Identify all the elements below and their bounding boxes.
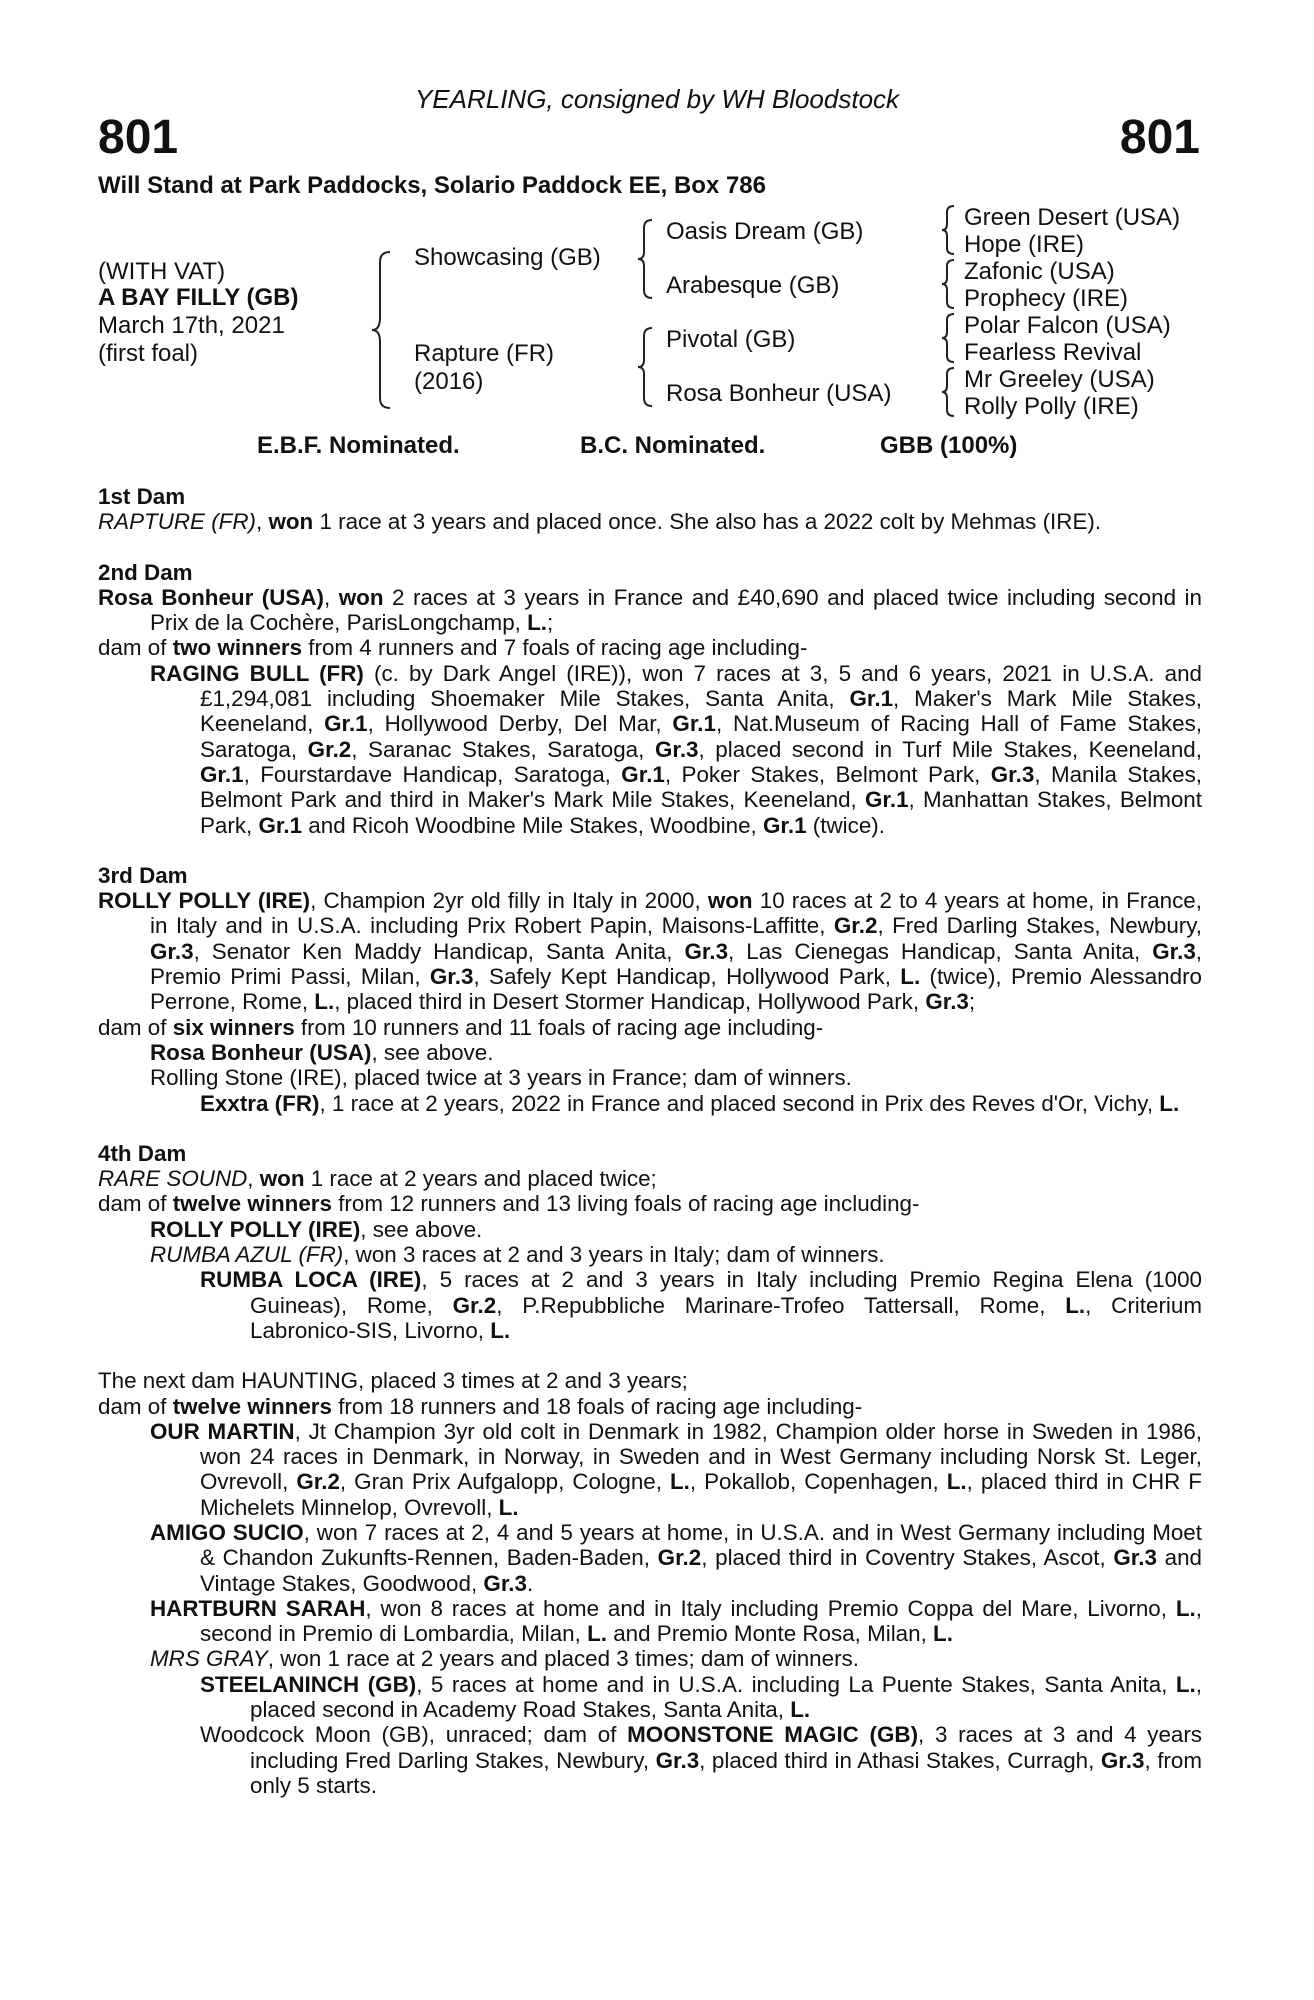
ebf-nomination: E.B.F. Nominated. [257, 432, 460, 459]
dam-sire: Pivotal (GB) [666, 326, 796, 353]
foal-note: (first foal) [98, 340, 199, 367]
ggen-6: Fearless Revival [964, 339, 1142, 366]
woodcock-moon-entry: Woodcock Moon (GB), unraced; dam of MOONSTONE MAGIC (GB), 3 races at 3 and 4 years including Fred Darling Stakes, Newbury, Gr.3, placed third in Athasi Stakes, Curragh, Gr.3, from only 5 starts. [200, 1722, 1203, 1798]
fourth-dam-produce: dam of twelve winners from 12 runners and 13 living foals of racing age including- [98, 1191, 920, 1217]
lot-number-right: 801 [1119, 111, 1200, 164]
subject-name: A BAY FILLY (GB) [98, 284, 299, 311]
second-dam-produce: dam of two winners from 4 runners and 7 foals of racing age including- [98, 635, 808, 661]
next-dam-intro: The next dam HAUNTING, placed 3 times at 2 and 3 years; [98, 1368, 688, 1394]
amigo-sucio-entry: AMIGO SUCIO, won 7 races at 2, 4 and 5 years at home, in U.S.A. and in West Germany including Moet & Chandon Zukunfts-Rennen, Baden-Baden, Gr.2, placed third in Coventry Stakes, Ascot, Gr.3 and Vintage Stakes, Goodwood, Gr.3. [150, 1519, 1202, 1596]
next-dam-section [98, 1368, 1202, 1798]
brace-3-icon [940, 312, 958, 364]
third-dam-heading: 3rd Dam [98, 862, 188, 888]
rolly-polly-entry: ROLLY POLLY (IRE), see above. [150, 1216, 483, 1242]
rosa-bonheur-entry: Rosa Bonheur (USA), see above. [150, 1039, 494, 1065]
next-dam-produce: dam of twelve winners from 18 runners and 18 foals of racing age including- [98, 1393, 863, 1419]
ggen-8: Rolly Polly (IRE) [964, 393, 1139, 420]
fourth-dam-text: RARE SOUND, won 1 race at 2 years and placed twice; [98, 1166, 657, 1192]
second-dam-section [98, 560, 1202, 838]
brace-2-icon [940, 258, 958, 310]
sire-name: Showcasing (GB) [414, 244, 601, 271]
mrs-gray-entry: MRS GRAY, won 1 race at 2 years and placed 3 times; dam of winners. [150, 1646, 859, 1672]
ggen-4: Prophecy (IRE) [964, 285, 1129, 312]
second-dam-heading: 2nd Dam [98, 559, 193, 585]
raging-bull-entry: RAGING BULL (FR) (c. by Dark Angel (IRE)), won 7 races at 3, 5 and 6 years, 2021 in U.S.A. and £1,294,081 including Shoemaker Mile Stakes, Santa Anita, Gr.1, Maker's Mark Mile Stakes, Keeneland, Gr.1, Hollywood Derby, Del Mar, Gr.1, Nat.Museum of Racing Hall of Fame Stakes, Saratoga, Gr.2, Saranac Stakes, Saratoga, Gr.3, placed second in Turf Mile Stakes, Keeneland, Gr.1, Fourstardave Handicap, Saratoga, Gr.1, Poker Stakes, Belmont Park, Gr.3, Manila Stakes, Belmont Park and third in Maker's Mark Mile Stakes, Keeneland, Gr.1, Manhattan Stakes, Belmont Park, Gr.1 and Ricoh Woodbine Mile Stakes, Woodbine, Gr.1 (twice). [150, 660, 1203, 838]
third-dam-produce: dam of six winners from 10 runners and 11 foals of racing age including- [98, 1014, 824, 1040]
first-dam-heading: 1st Dam [98, 484, 186, 509]
ggen-3: Zafonic (USA) [964, 258, 1115, 285]
dam-brace-icon [636, 326, 656, 408]
stand-location: Will Stand at Park Paddocks, Solario Paddock EE, Box 786 [98, 172, 767, 199]
lot-number-left: 801 [98, 111, 179, 164]
bc-nomination: B.C. Nominated. [580, 432, 766, 459]
rumba-azul-entry: RUMBA AZUL (FR), won 3 races at 2 and 3 years in Italy; dam of winners. [150, 1242, 885, 1268]
dam-name: Rapture (FR) [414, 340, 555, 367]
dam-year: (2016) [414, 368, 484, 395]
first-dam-section [98, 484, 1202, 535]
vat-note: (WITH VAT) [98, 258, 226, 285]
ggen-5: Polar Falcon (USA) [964, 312, 1171, 339]
third-dam-section [98, 863, 1202, 1116]
rolling-stone-entry: Rolling Stone (IRE), placed twice at 3 years in France; dam of winners. [150, 1065, 852, 1091]
third-dam-text: ROLLY POLLY (IRE), Champion 2yr old filly in Italy in 2000, won 10 races at 2 to 4 years at home, in France, in Italy and in U.S.A. including Prix Robert Papin, Maisons-Laffitte, Gr.2, Fred Darling Stakes, Newbury, Gr.3, Senator Ken Maddy Handicap, Santa Anita, Gr.3, Las Cienegas Handicap, Santa Anita, Gr.3, Premio Primi Passi, Milan, Gr.3, Safely Kept Handicap, Hollywood Park, L. (twice), Premio Alessandro Perrone, Rome, L., placed third in Desert Stormer Handicap, Hollywood Park, Gr.3; [98, 888, 1203, 1015]
main-brace-icon [370, 250, 394, 410]
consignment-line: YEARLING, consigned by WH Bloodstock [414, 84, 900, 114]
sire-sire: Oasis Dream (GB) [666, 218, 864, 245]
catalogue-body [98, 484, 1202, 1798]
fourth-dam-section [98, 1141, 1202, 1343]
dam-dam: Rosa Bonheur (USA) [666, 380, 892, 407]
sire-dam: Arabesque (GB) [666, 272, 840, 299]
foaling-date: March 17th, 2021 [98, 312, 285, 339]
our-martin-entry: OUR MARTIN, Jt Champion 3yr old colt in Denmark in 1982, Champion older horse in Sweden in 1986, won 24 races in Denmark, in Norway, in Sweden and in West Germany including Norsk St. Leger, Ovrevoll, Gr.2, Gran Prix Aufgalopp, Cologne, L., Pokallob, Copenhagen, L., placed third in CHR F Michelets Minnelop, Ovrevoll, L. [150, 1418, 1202, 1520]
ggen-2: Hope (IRE) [964, 231, 1085, 258]
first-dam-text: RAPTURE (FR), won 1 race at 3 years and placed once. She also has a 2022 colt by Mehmas (IRE). [98, 509, 1102, 535]
brace-1-icon [940, 204, 958, 256]
sire-brace-icon [636, 218, 656, 300]
ggen-7: Mr Greeley (USA) [964, 366, 1155, 393]
gbb-rating: GBB (100%) [880, 432, 1018, 459]
fourth-dam-heading: 4th Dam [98, 1140, 187, 1166]
steelaninch-entry: STEELANINCH (GB), 5 races at home and in U.S.A. including La Puente Stakes, Santa Anita, L., placed second in Academy Road Stakes, Santa Anita, L. [200, 1671, 1202, 1723]
hartburn-sarah-entry: HARTBURN SARAH, won 8 races at home and in Italy including Premio Coppa del Mare, Livorno, L., second in Premio di Lombardia, Milan, L. and Premio Monte Rosa, Milan, L. [150, 1595, 1202, 1647]
rumba-loca-entry: RUMBA LOCA (IRE), 5 races at 2 and 3 years in Italy including Premio Regina Elena (1000 Guineas), Rome, Gr.2, P.Repubbliche Marinare-Trofeo Tattersall, Rome, L., Criterium Labronico-SIS, Livorno, L. [200, 1267, 1202, 1343]
exxtra-entry: Exxtra (FR), 1 race at 2 years, 2022 in France and placed second in Prix des Reves d'Or, Vichy, L. [200, 1090, 1180, 1116]
ggen-1: Green Desert (USA) [964, 204, 1181, 231]
brace-4-icon [940, 366, 958, 418]
second-dam-text: Rosa Bonheur (USA), won 2 races at 3 years in France and £40,690 and placed twice including second in Prix de la Cochère, ParisLongchamp, L.; [98, 584, 1202, 636]
